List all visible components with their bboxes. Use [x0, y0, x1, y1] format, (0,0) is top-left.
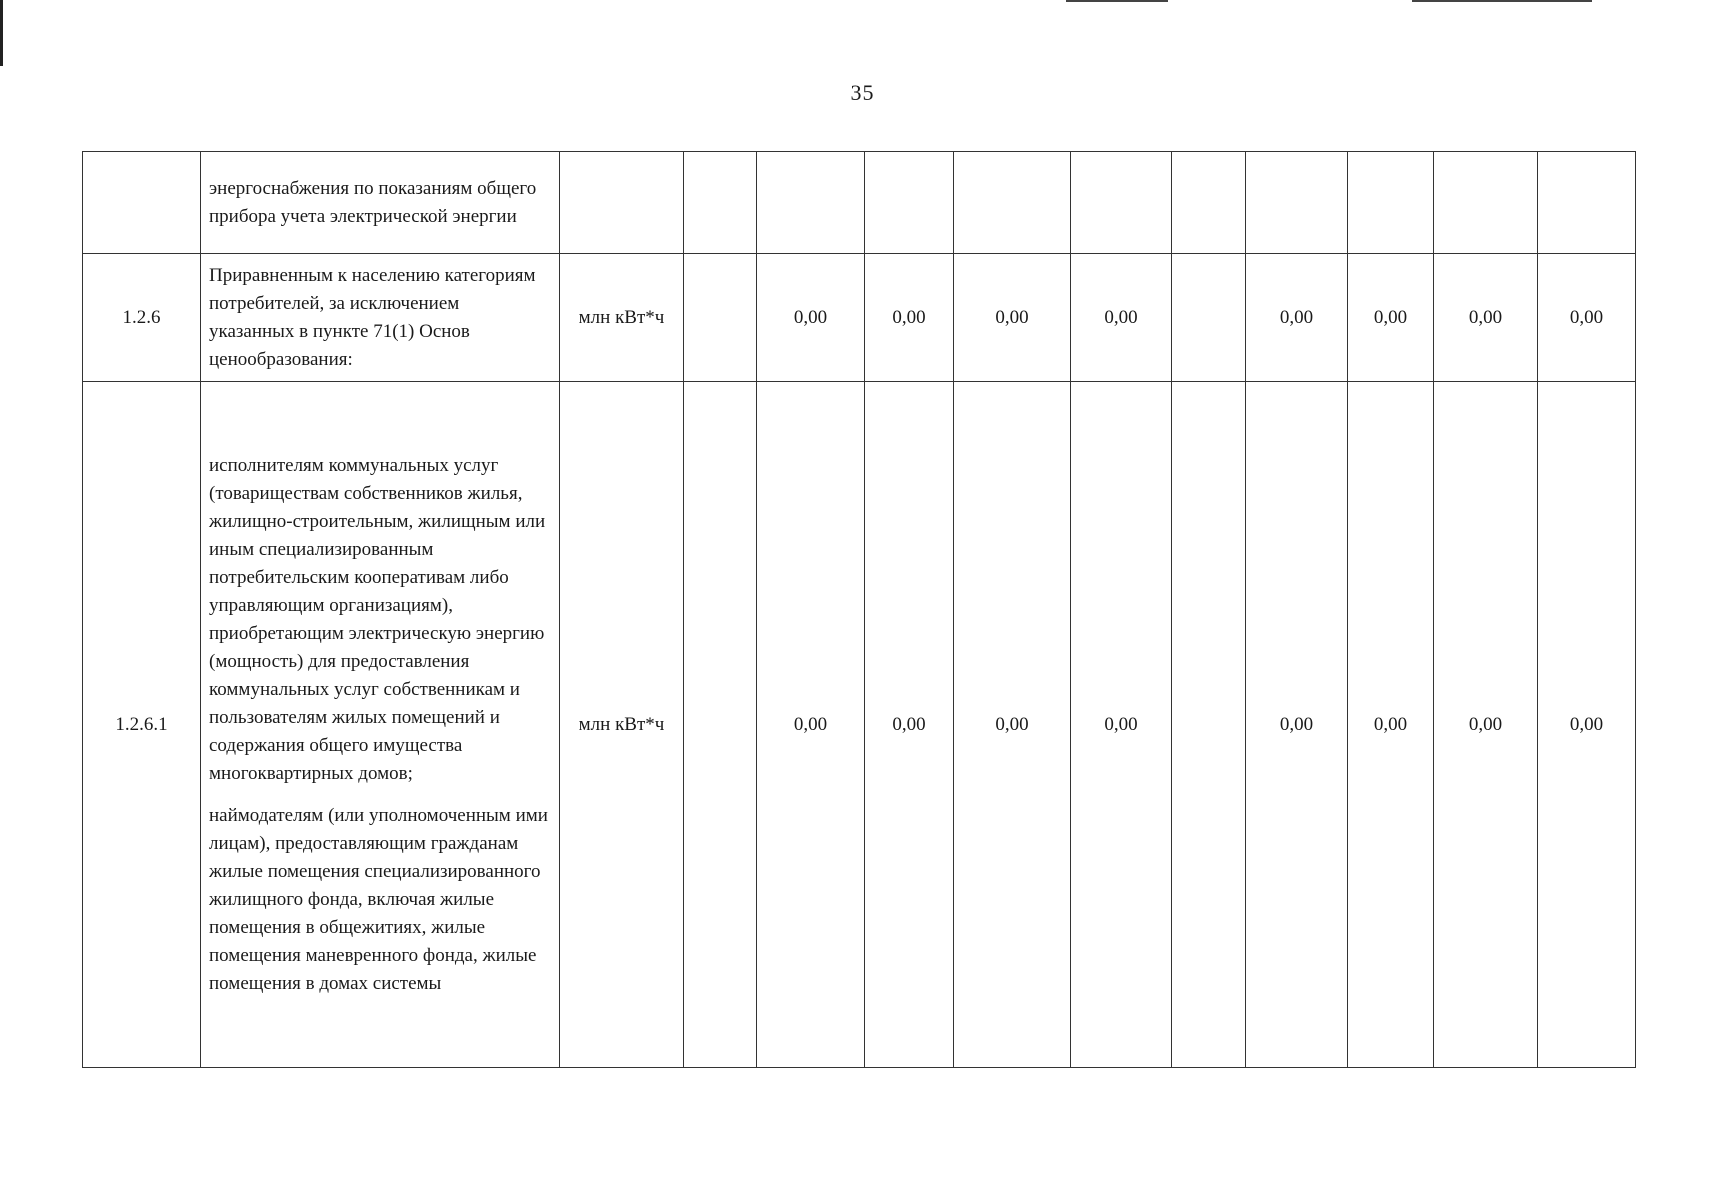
value-cell: 0,00: [1538, 254, 1636, 382]
table-cell: [1172, 152, 1246, 254]
row-name-text: энергоснабжения по показаниям общего прибора учета электрической энергии: [209, 177, 537, 227]
table-row: [83, 152, 1636, 254]
scan-edge-line: [1066, 0, 1168, 2]
value-cell: 0,00: [954, 382, 1071, 1068]
value-cell: 0,00: [865, 254, 954, 382]
table-cell: [757, 152, 865, 254]
table-cell: [1246, 152, 1348, 254]
row-unit: млн кВт*ч: [560, 254, 684, 382]
value-cell: 0,00: [1348, 254, 1434, 382]
value-cell: 0,00: [757, 254, 865, 382]
row-number: [83, 152, 201, 254]
row-name-text: исполнителям коммунальных услуг (товариществам собственников жилья, жилищно-строительным, жилищным или иным специализированным потребительским кооперативам либо управляющим организациям), приобретающим электрическую энергию (мощность) для предоставления коммунальных услуг собственникам и пользователям жилых помещений и содержания общего имущества многоквартирных домов;: [209, 454, 546, 784]
row-unit: млн кВт*ч: [560, 382, 684, 1068]
value-cell: 0,00: [1434, 254, 1538, 382]
table-cell: [1348, 152, 1434, 254]
table-cell: [1172, 254, 1246, 382]
table-cell: [954, 152, 1071, 254]
row-number: 1.2.6: [83, 254, 201, 382]
tariff-table: [82, 151, 1636, 1068]
value-cell: 0,00: [1538, 382, 1636, 1068]
table-cell: [1172, 382, 1246, 1068]
value-cell: 0,00: [1246, 254, 1348, 382]
row-name-text: Приравненным к населению категориям потребителей, за исключением указанных в пункте 71(1) Основ ценообразования:: [209, 264, 536, 370]
row-unit: [560, 152, 684, 254]
value-cell: 0,00: [1071, 382, 1172, 1068]
table-cell: [1434, 152, 1538, 254]
value-cell: 0,00: [1246, 382, 1348, 1068]
table-row: [83, 254, 1636, 382]
table-cell: [684, 382, 757, 1068]
page-number: 35: [850, 80, 875, 105]
value-cell: 0,00: [865, 382, 954, 1068]
row-name: [201, 152, 560, 254]
row-name: [201, 382, 560, 1068]
table-cell: [684, 152, 757, 254]
row-number: 1.2.6.1: [83, 382, 201, 1068]
scan-edge-mark: [0, 0, 3, 66]
table-cell: [865, 152, 954, 254]
table-cell: [684, 254, 757, 382]
row-name: [201, 254, 560, 382]
value-cell: 0,00: [1348, 382, 1434, 1068]
row-name-text: наймодателям (или уполномоченным ими лицам), предоставляющим гражданам жилые помещения специализированного жилищного фонда, включая жилые помещения в общежитиях, жилые помещения маневренного фонда, жилые помещения в домах системы: [209, 804, 548, 994]
table-cell: [1071, 152, 1172, 254]
value-cell: 0,00: [1071, 254, 1172, 382]
value-cell: 0,00: [757, 382, 865, 1068]
value-cell: 0,00: [954, 254, 1071, 382]
table-cell: [1538, 152, 1636, 254]
value-cell: 0,00: [1434, 382, 1538, 1068]
scan-edge-line: [1412, 0, 1592, 2]
table-row: [83, 382, 1636, 1068]
